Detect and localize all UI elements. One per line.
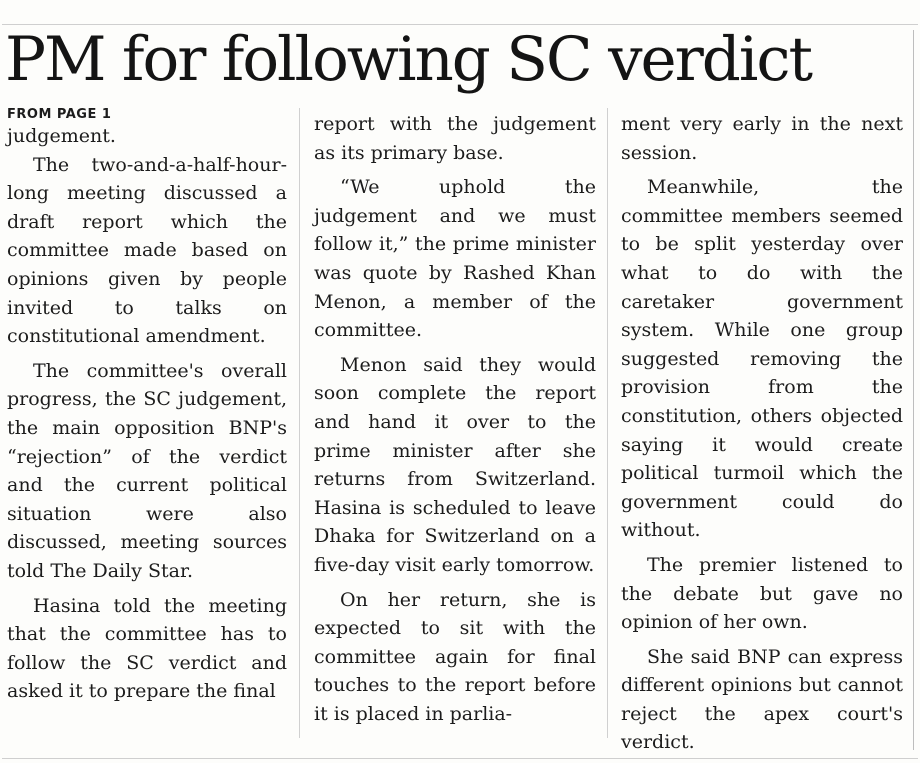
article-column-3 (621, 110, 903, 757)
right-rule (913, 30, 914, 750)
jump-line: FROM PAGE 1 (7, 107, 112, 122)
paragraph: On her return, she is expected to sit with the committee again for final touches to the report before it is placed in parlia- (314, 588, 596, 725)
article-column-2 (314, 110, 596, 728)
paragraph: Meanwhile, the committee members seemed to be split yesterday over what to do with the caretaker government system. While one group suggested removing the provision from the constitution, others objected saying it would create political turmoil which the government could do without. (621, 176, 903, 542)
paragraph: The committee's overall progress, the SC judgement, the main opposition BNP's “rejection” of the verdict and the current political situation were also discussed, meeting sources told The Daily Star. (7, 359, 287, 582)
paragraph: ment very early in the next session. (621, 113, 903, 164)
headline: PM for following SC verdict (5, 24, 812, 95)
paragraph: Menon said they would soon complete the report and hand it over to the prime minister after she returns from Switzerland. Hasina is scheduled to leave Dhaka for Switzerland on a five-day visit early tomorrow. (314, 353, 596, 576)
column-separator (299, 108, 300, 738)
article-column-1 (7, 106, 287, 706)
paragraph: She said BNP can express different opinions but cannot reject the apex court's verdict. (621, 645, 903, 754)
paragraph: “We uphold the judgement and we must follow it,” the prime minister was quote by Rashed Khan Menon, a member of the committee. (314, 176, 596, 342)
paragraph: The two-and-a-half-hour-long meeting discussed a draft report which the committee made based on opinions given by people invited to talks on constitutional amendment. (7, 153, 287, 348)
bottom-rule (2, 758, 918, 759)
paragraph: judgement. (7, 125, 116, 147)
paragraph: report with the judgement as its primary base. (314, 113, 596, 164)
paragraph: The premier listened to the debate but gave no opinion of her own. (621, 553, 903, 634)
paragraph: Hasina told the meeting that the committee has to follow the SC verdict and asked it to prepare the final (7, 594, 287, 703)
column-separator (607, 108, 608, 738)
